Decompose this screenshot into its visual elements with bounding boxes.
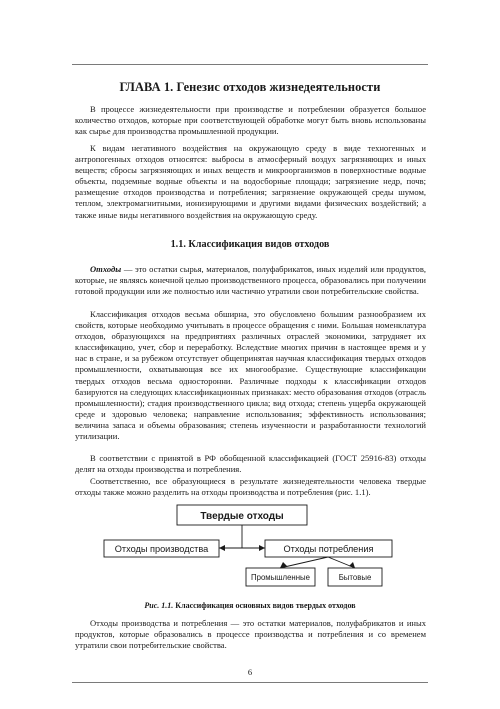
caption-text: Классификация основных видов твердых отходов <box>173 601 356 610</box>
arrow-right-head <box>259 545 265 551</box>
caption-label: Рис. 1.1. <box>144 601 174 610</box>
division-paragraph: Соответственно, все образующиеся в результате жизнедеятельности человека твердые отходы также можно разделить на отходы производства и потребления (рис. 1.1). <box>75 476 426 498</box>
intro-paragraph-2: К видам негативного воздействия на окружающую среду в виде техногенных и антропогенных отходов относятся: выбросы в атмосферный воздух загрязняющих и иных веществ; сбросы загрязняющих и иных веществ и микроорганизмов в поверхностные водные объекты, подземные водные объекты и на водосборные площади; загрязнение недр, почв; размещение отходов производства и потребления; загрязнение окружающей среды шумом, теплом, электромагнитными, ионизирующими и другими видами физических воздействий; а также иные виды негативного воздействия на окружающую среду. <box>75 143 426 220</box>
definition-text: — это остатки сырья, материалов, полуфабрикатов, иных изделий или продуктов, которые, не являясь конечной целью производственного процесса, образовались при получении готовой продукции или же полностью или частично утратили свои потребительские свойства. <box>75 264 426 297</box>
classification-paragraph: Классификация отходов весьма обширна, это обусловлено большим разнообразием их свойств, которые необходимо учитывать в процессе обращения с ними. Большая номенклатура отходов, образующихся на предприятиях различных отраслей экономики, затрудняет их классификацию, учет, сбор и переработку. Вследствие многих причин в настоящее время и у нас в стране, и за рубежом отсутствует общепринятая научная классификация твердых отходов промышленности, охватывающая все их многообразие. Существующие классификации твердых отходов весьма односторонни. Различные подходы к классификации отходов базируются на следующих классификационных признаках: место образования отходов (отрасль промышленности); стадия производственного цикла; вид отхода; степень ущерба окружающей среде и здоровью человека; направление использования; эффективность использования; величина запаса и объемы образования; степень изученности и разработанности технологий утилизации. <box>75 309 426 442</box>
chapter-title: ГЛАВА 1. Генезис отходов жизнедеятельности <box>119 80 381 94</box>
intro-paragraph-1: В процессе жизнедеятельности при производстве и потреблении образуется большое количество отходов, которые при соответствующей обработке могут быть вновь использованы как сырье для производства промышленной продукции. <box>75 104 426 137</box>
page-number: 6 <box>247 667 253 677</box>
arrow-to-industrial <box>280 557 328 568</box>
definition-term: Отходы <box>90 264 122 274</box>
diagram-left-label: Отходы производства <box>114 544 209 554</box>
diagram-right-label: Отходы потребления <box>283 544 374 554</box>
final-paragraph: Отходы производства и потребления — это остатки материалов, полуфабрикатов и иных продуктов, которые образовались в процессе производства и потребления и со временем утратили свои потребительские свойства. <box>75 618 426 651</box>
diagram-sub-left-label: Промышленные <box>251 573 310 582</box>
gost-paragraph: В соответствии с принятой в РФ обобщенной классификацией (ГОСТ 25916-83) отходы делят на отходы производства и потребления. <box>75 453 426 475</box>
diagram-sub-right-label: Бытовые <box>338 573 372 582</box>
arrow-left-head <box>219 545 225 551</box>
diagram-root-label: Твердые отходы <box>200 511 284 522</box>
section-title: 1.1. Классификация видов отходов <box>170 239 330 250</box>
figure-caption <box>0 601 500 610</box>
footer-rule <box>72 682 428 683</box>
